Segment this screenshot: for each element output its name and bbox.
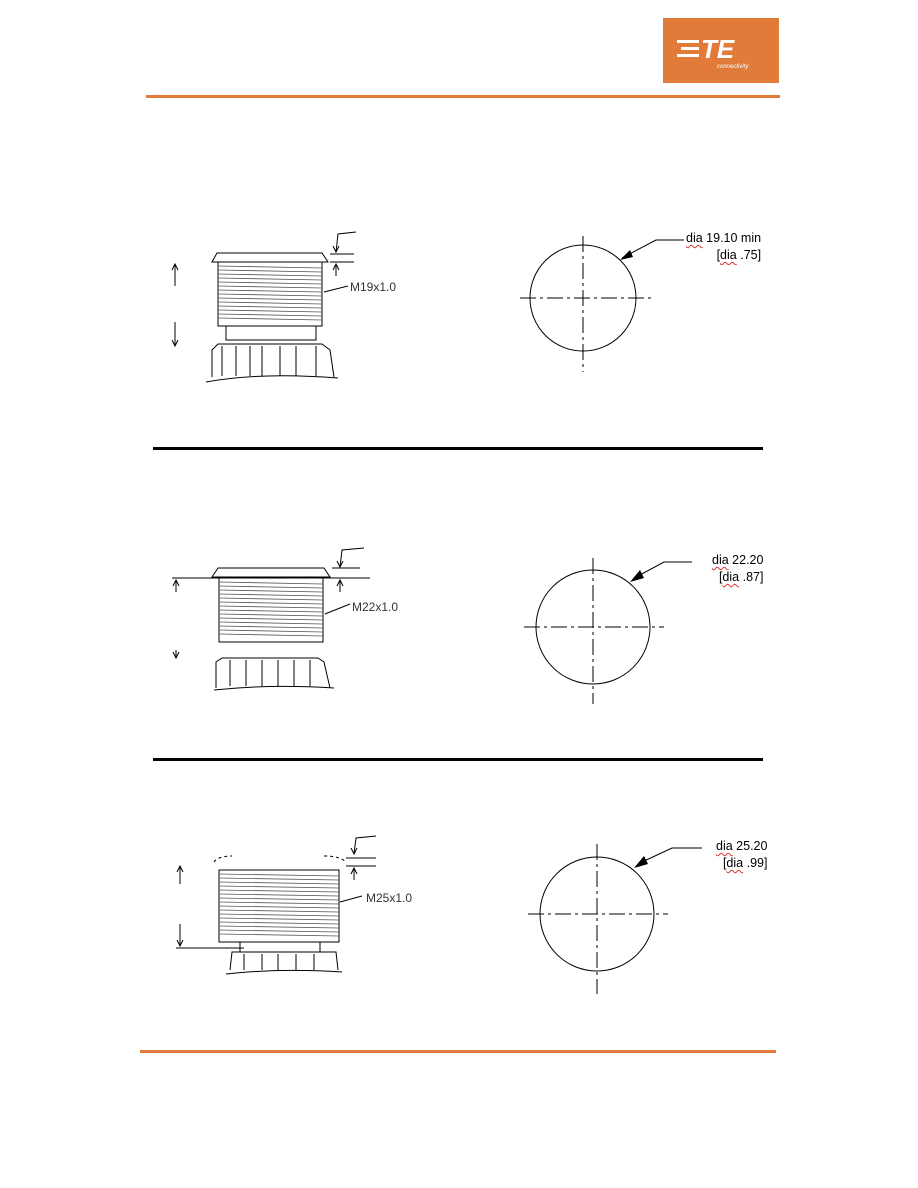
dia-value: 19.10 min: [706, 231, 762, 245]
inch-word: dia: [726, 856, 744, 870]
inch-open: [: [722, 856, 727, 870]
inch-open: [: [716, 248, 721, 262]
diameter-label: [712, 552, 763, 586]
section-m25: [0, 760, 918, 1050]
dia-word: dia: [712, 553, 729, 567]
connector-drawing-m25: [0, 760, 918, 1050]
logo-text: TE: [701, 34, 735, 64]
connector-drawing-m22: [0, 440, 918, 760]
thread-label: M22x1.0: [352, 600, 399, 614]
dia-value: 25.20: [736, 839, 768, 853]
inch-word: dia: [720, 248, 737, 262]
inch-open: [: [718, 570, 723, 584]
footer-rule: [140, 1050, 776, 1053]
dia-word: dia: [716, 839, 733, 853]
inch-value: .99]: [746, 856, 768, 870]
section-m22: [0, 440, 918, 760]
inch-value: .75]: [740, 248, 762, 262]
dia-value: 22.20: [732, 553, 764, 567]
thread-label: M19x1.0: [350, 280, 397, 294]
section-m19: [0, 0, 918, 440]
inch-value: .87]: [742, 570, 764, 584]
diameter-label: [716, 838, 767, 872]
thread-label: M25x1.0: [366, 891, 413, 905]
inch-word: dia: [722, 570, 740, 584]
diameter-label: [686, 230, 761, 264]
dia-word: dia: [686, 231, 703, 245]
connector-drawing-m19: [0, 0, 918, 440]
logo-subtext: connectivity: [717, 64, 749, 70]
